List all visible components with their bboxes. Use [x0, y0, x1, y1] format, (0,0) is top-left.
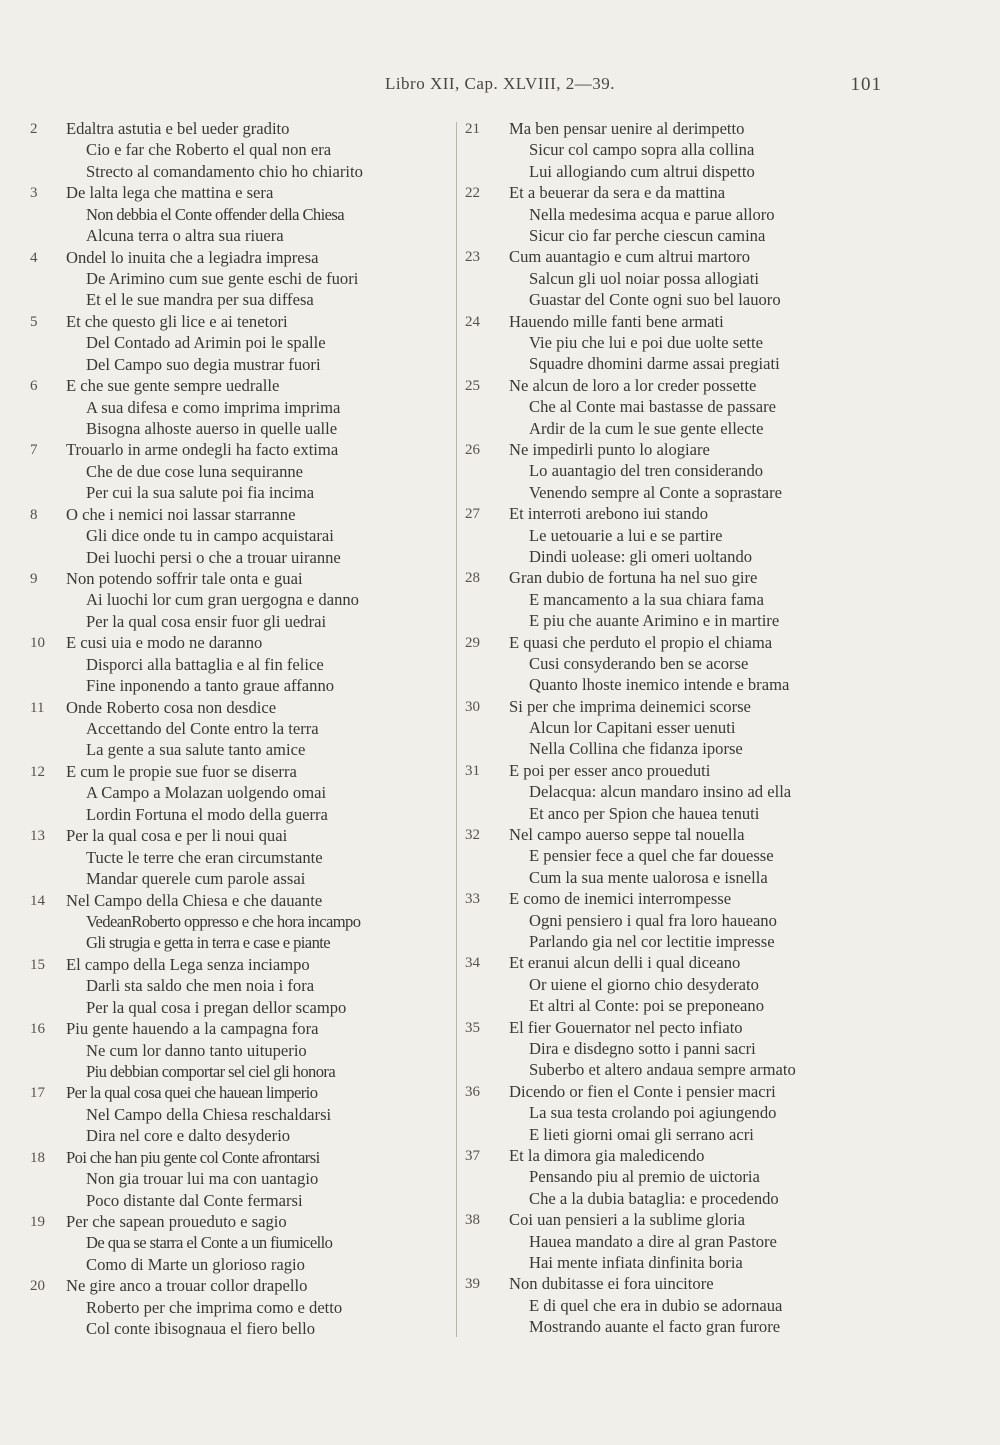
- verse-line: Et eranui alcun delli i qual diceano: [509, 953, 741, 973]
- stanza: [465, 888, 870, 952]
- stanza-number: 10: [30, 635, 45, 652]
- page-number: 101: [850, 74, 882, 95]
- verse-line: Nel Campo della Chiesa e che dauante: [66, 890, 323, 910]
- verse-line: Gran dubio de fortuna ha nel suo gire: [509, 568, 758, 588]
- stanza: [465, 1017, 870, 1081]
- verse-line: E lieti giorni omai gli serrano acri: [529, 1124, 754, 1144]
- stanza-number: 25: [465, 377, 480, 394]
- stanza: [465, 1209, 870, 1273]
- verse-line: Como di Marte un glorioso ragio: [86, 1254, 305, 1274]
- verse-line: De Arimino cum sue gente eschi de fuori: [86, 268, 359, 288]
- verse-line: A Campo a Molazan uolgendo omai: [86, 783, 327, 803]
- stanza: [30, 1018, 455, 1082]
- verse-line: E pensier fece a quel che far douesse: [529, 846, 774, 866]
- verse-line: Gli strugia e getta in terra e case e piante: [86, 933, 331, 953]
- verse-line: Bisogna alhoste auerso in quelle ualle: [86, 418, 338, 438]
- verse-line: Edaltra astutia e bel ueder gradito: [66, 119, 290, 138]
- verse-line: Salcun gli uol noiar possa allogiati: [529, 268, 759, 288]
- stanza: [30, 118, 455, 182]
- verse-line: La sua testa crolando poi agiungendo: [529, 1103, 777, 1123]
- verse-line: Cum la sua mente ualorosa e isnella: [529, 867, 768, 887]
- verse-line: Non potendo soffrir tale onta e guai: [66, 569, 303, 589]
- verse-line: De lalta lega che mattina e sera: [66, 183, 274, 203]
- stanza: [30, 954, 455, 1018]
- stanza-number: 8: [30, 506, 38, 523]
- verse-line: Quanto lhoste inemico intende e brama: [529, 675, 790, 695]
- verse-line: Si per che imprima deinemici scorse: [509, 696, 751, 716]
- stanza: [465, 1273, 870, 1337]
- verse-line: Squadre dhomini darme assai pregiati: [529, 354, 780, 374]
- verse-line: Poco distante dal Conte fermarsi: [86, 1190, 303, 1210]
- verse-line: Non gia trouar lui ma con uantagio: [86, 1169, 319, 1189]
- verse-line: Onde Roberto cosa non desdice: [66, 697, 277, 717]
- running-header: Libro XII, Cap. XLVIII, 2—39.: [384, 74, 616, 93]
- stanza: [30, 247, 455, 311]
- verse-line: Nella Collina che fidanza iporse: [529, 739, 743, 759]
- stanza: [465, 760, 870, 824]
- stanza-number: 3: [30, 185, 38, 202]
- stanza-number: 6: [30, 378, 38, 395]
- stanza-number: 27: [465, 506, 480, 523]
- stanza-number: 30: [465, 698, 480, 715]
- stanza: [465, 696, 870, 760]
- verse-line: Che a la dubia bataglia: e procedendo: [529, 1188, 779, 1208]
- verse-line: Alcun lor Capitani esser uenuti: [529, 718, 736, 738]
- stanza: [30, 375, 455, 439]
- verse-line: Le uetouarie a lui e se partire: [529, 525, 723, 545]
- verse-line: Lordin Fortuna el modo della guerra: [86, 804, 328, 824]
- verse-line: Nel Campo della Chiesa reschaldarsi: [86, 1104, 332, 1124]
- verse-line: Coi uan pensieri a la sublime gloria: [509, 1210, 745, 1230]
- verse-line: Parlando gia nel cor lectitie impresse: [529, 932, 775, 952]
- stanza-number: 15: [30, 956, 45, 973]
- verse-line: Et altri al Conte: poi se preponeano: [529, 996, 765, 1016]
- verse-line: E mancamento a la sua chiara fama: [529, 589, 764, 609]
- stanza: [30, 1147, 455, 1211]
- stanza-number: 38: [465, 1212, 480, 1229]
- stanza-number: 20: [30, 1278, 45, 1295]
- stanza: [30, 632, 455, 696]
- verse-line: Tucte le terre che eran circumstante: [86, 847, 323, 867]
- verse-line: Ne cum lor danno tanto uituperio: [86, 1040, 307, 1060]
- verse-line: E como de inemici interrompesse: [509, 889, 732, 909]
- stanza: [465, 952, 870, 1016]
- verse-line: Lui allogiando cum altrui dispetto: [529, 161, 755, 181]
- stanza: [30, 890, 455, 954]
- stanza: [465, 375, 870, 439]
- verse-line: La gente a sua salute tanto amice: [86, 740, 306, 760]
- verse-line: Accettando del Conte entro la terra: [86, 719, 319, 739]
- stanza: [30, 439, 455, 503]
- stanza-number: 11: [30, 699, 45, 716]
- verse-line: Piu gente hauendo a la campagna fora: [66, 1019, 319, 1039]
- stanza-number: 28: [465, 570, 480, 587]
- verse-line: Per che sapean proueduto e sagio: [66, 1212, 287, 1232]
- verse-line: Cum auantagio e cum altrui martoro: [509, 247, 750, 267]
- verse-line: Disporci alla battaglia e al fin felice: [86, 654, 324, 674]
- stanza-number: 24: [465, 313, 480, 330]
- verse-line: Sicur cio far perche ciescun camina: [529, 225, 766, 245]
- verse-line: Lo auantagio del tren considerando: [529, 461, 764, 481]
- stanza-number: 19: [30, 1214, 45, 1231]
- stanza-number: 17: [30, 1085, 45, 1102]
- verse-line: E poi per esser anco proueduti: [509, 760, 711, 780]
- verse-line: Alcuna terra o altra sua riuera: [86, 226, 284, 246]
- verse-line: Non dubitasse ei fora uincitore: [509, 1274, 714, 1294]
- verse-line: Hai mente infiata dinfinita boria: [529, 1252, 743, 1272]
- stanza: [30, 504, 455, 568]
- stanza-number: 33: [465, 891, 480, 908]
- stanza-number: 9: [30, 571, 38, 588]
- verse-line: Et el le sue mandra per sua diffesa: [86, 290, 314, 310]
- verse-line: Nella medesima acqua e parue alloro: [529, 204, 775, 224]
- verse-line: Mandar querele cum parole assai: [86, 869, 306, 889]
- stanza-number: 18: [30, 1149, 45, 1166]
- verse-line: Darli sta saldo che men noia i fora: [86, 976, 315, 996]
- verse-line: Mostrando auante el facto gran furore: [529, 1317, 781, 1337]
- verse-line: Del Campo suo degia mustrar fuori: [86, 354, 321, 374]
- stanza-number: 7: [30, 442, 38, 459]
- verse-line: Et interroti arebono iui stando: [509, 504, 709, 524]
- verse-line: O che i nemici noi lassar starranne: [66, 504, 296, 524]
- verse-line: Trouarlo in arme ondegli ha facto extima: [66, 440, 339, 460]
- verse-line: Pensando piu al premio de uictoria: [529, 1167, 760, 1187]
- stanza: [465, 246, 870, 310]
- verse-line: Hauea mandato a dire al gran Pastore: [529, 1231, 777, 1251]
- verse-line: Et la dimora gia maledicendo: [509, 1146, 705, 1165]
- verse-line: Ne gire anco a trouar collor drapello: [66, 1276, 308, 1296]
- stanza-number: 13: [30, 828, 45, 845]
- verse-line: Or uiene el giorno chio desyderato: [529, 974, 759, 994]
- verse-line: E cum le propie sue fuor se diserra: [66, 761, 297, 781]
- verse-line: El fier Gouernator nel pecto infiato: [509, 1017, 743, 1037]
- verse-line: Per cui la sua salute poi fia incima: [86, 483, 315, 503]
- stanza: [30, 761, 455, 825]
- verse-line: Per la qual cosa ensir fuor gli uedrai: [86, 611, 327, 631]
- stanza: [465, 1145, 870, 1209]
- stanza-number: 39: [465, 1276, 480, 1293]
- verse-line: A sua difesa e como imprima imprima: [86, 397, 341, 417]
- verse-line: Nel campo auerso seppe tal nouella: [509, 825, 745, 845]
- verse-line: Delacqua: alcun mandaro insino ad ella: [529, 782, 792, 802]
- verse-line: Per la qual cosa e per li noui quai: [66, 826, 288, 846]
- stanza: [30, 311, 455, 375]
- verse-line: Hauendo mille fanti bene armati: [509, 311, 724, 331]
- verse-line: Et che questo gli lice e ai tenetori: [66, 311, 288, 331]
- stanza-number: 12: [30, 763, 45, 780]
- verse-line: Cusi consyderando ben se acorse: [529, 653, 749, 673]
- verse-line: Poi che han piu gente col Conte afrontarsi: [66, 1147, 320, 1167]
- stanza: [30, 1082, 455, 1146]
- stanza-number: 2: [30, 121, 38, 137]
- verse-line: Che de due cose luna sequiranne: [86, 461, 304, 481]
- stanza: [30, 568, 455, 632]
- stanza-number: 26: [465, 441, 480, 458]
- stanza: [30, 182, 455, 246]
- verse-line: E che sue gente sempre uedralle: [66, 376, 280, 396]
- stanza-number: 32: [465, 827, 480, 844]
- verse-line: Ondel lo inuita che a legiadra impresa: [66, 247, 319, 267]
- stanza-number: 23: [465, 249, 480, 266]
- verse-line: Dicendo or fien el Conte i pensier macri: [509, 1081, 776, 1101]
- stanza: [465, 182, 870, 246]
- stanza-number: 37: [465, 1148, 480, 1164]
- stanza: [30, 825, 455, 889]
- verse-line: Ne alcun de loro a lor creder possette: [509, 375, 757, 395]
- verse-line: Cio e far che Roberto el qual non era: [86, 140, 332, 160]
- stanza: [465, 632, 870, 696]
- stanza: [465, 567, 870, 631]
- right-column: [465, 118, 870, 1338]
- verse-line: Roberto per che imprima como e detto: [86, 1297, 343, 1317]
- verse-line: Dindi uolease: gli omeri uoltando: [529, 546, 753, 566]
- verse-line: Che al Conte mai bastasse de passare: [529, 397, 776, 417]
- verse-line: Suberbo et altero andaua sempre armato: [529, 1060, 796, 1080]
- verse-line: Non debbia el Conte offender della Chiesa: [86, 204, 345, 224]
- stanza-number: 22: [465, 185, 480, 202]
- stanza: [465, 118, 870, 182]
- left-column: [30, 118, 455, 1340]
- verse-line: E cusi uia e modo ne daranno: [66, 633, 263, 653]
- stanza: [30, 697, 455, 761]
- stanza-number: 34: [465, 955, 480, 972]
- verse-line: Dira e disdegno sotto i panni sacri: [529, 1039, 756, 1059]
- verse-line: VedeanRoberto oppresso e che hora incampo: [86, 911, 361, 931]
- verse-line: Gli dice onde tu in campo acquistarai: [86, 526, 334, 546]
- verse-line: Col conte ibisognaua el fiero bello: [86, 1319, 316, 1339]
- stanza: [465, 1081, 870, 1145]
- verse-line: Et a beuerar da sera e da mattina: [509, 183, 726, 203]
- stanza: [465, 439, 870, 503]
- verse-line: El campo della Lega senza inciampo: [66, 954, 310, 974]
- verse-line: Fine inponendo a tanto graue affanno: [86, 676, 335, 696]
- stanza-number: 36: [465, 1083, 480, 1100]
- stanza: [465, 503, 870, 567]
- verse-line: Per la qual cosa i pregan dellor scampo: [86, 997, 347, 1017]
- verse-line: E piu che auante Arimino e in martire: [529, 611, 780, 631]
- stanza: [465, 824, 870, 888]
- verse-line: Sicur col campo sopra alla collina: [529, 140, 755, 160]
- verse-line: Vie piu che lui e poi due uolte sette: [529, 332, 764, 352]
- verse-line: Venendo sempre al Conte a soprastare: [529, 482, 782, 502]
- stanza: [30, 1211, 455, 1275]
- verse-line: Ardir de la cum le sue gente ellecte: [529, 418, 764, 438]
- verse-line: Dei luochi persi o che a trouar uiranne: [86, 547, 341, 567]
- verse-line: E di quel che era in dubio se adornaua: [529, 1295, 783, 1315]
- stanza-number: 5: [30, 313, 38, 330]
- verse-line: Del Contado ad Arimin poi le spalle: [86, 333, 326, 353]
- verse-line: Ma ben pensar uenire al derimpetto: [509, 119, 745, 138]
- verse-line: Ai luochi lor cum gran uergogna e danno: [86, 590, 359, 610]
- verse-line: Strecto al comandamento chio ho chiarito: [86, 161, 363, 181]
- verse-line: Per la qual cosa quei che hauean limperio: [66, 1083, 318, 1103]
- stanza-number: 21: [465, 121, 480, 137]
- stanza-number: 16: [30, 1021, 45, 1038]
- stanza-number: 4: [30, 249, 38, 266]
- verse-line: Ne impedirli punto lo alogiare: [509, 439, 710, 459]
- stanza-number: 35: [465, 1019, 480, 1036]
- stanza-number: 31: [465, 762, 480, 779]
- verse-line: Guastar del Conte ogni suo bel lauoro: [529, 290, 781, 310]
- verse-line: De qua se starra el Conte a un fiumicello: [86, 1233, 333, 1253]
- stanza-number: 14: [30, 892, 45, 909]
- verse-line: Et anco per Spion che hauea tenuti: [529, 803, 760, 823]
- column-divider: [456, 122, 457, 1337]
- verse-line: E quasi che perduto el propio el chiama: [509, 632, 773, 652]
- verse-line: Dira nel core e dalto desyderio: [86, 1126, 291, 1146]
- stanza: [30, 1275, 455, 1339]
- stanza: [465, 311, 870, 375]
- verse-line: Ogni pensiero i qual fra loro haueano: [529, 910, 777, 930]
- stanza-number: 29: [465, 634, 480, 651]
- verse-line: Piu debbian comportar sel ciel gli honora: [86, 1061, 336, 1081]
